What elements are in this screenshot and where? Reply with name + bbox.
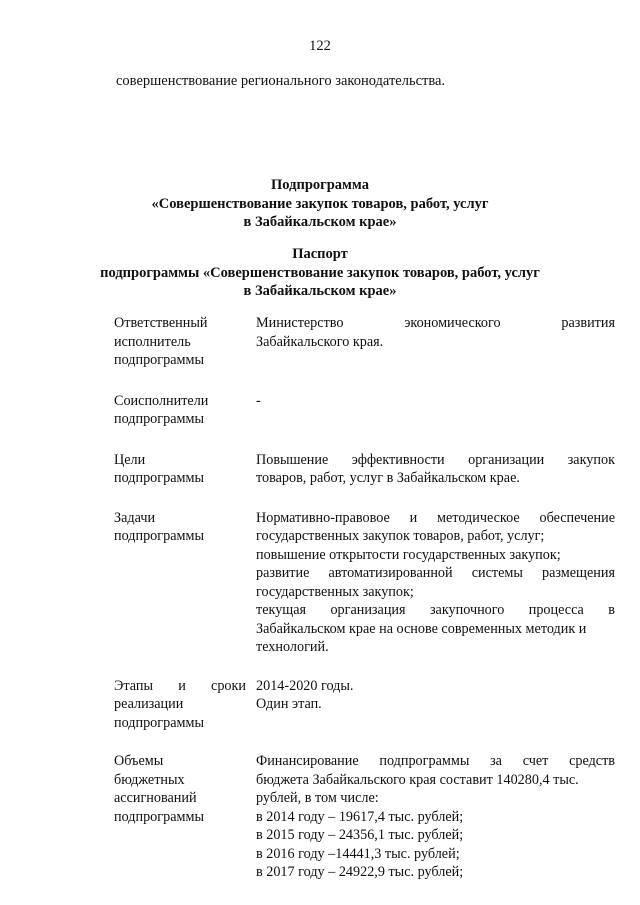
tasks-word: методическое	[437, 509, 520, 526]
tasks-value-line-8: технологий.	[256, 639, 329, 655]
goals-value-line-1	[256, 451, 615, 470]
tasks-value-line-4	[256, 564, 615, 583]
goals-word: закупок	[567, 451, 615, 468]
tasks-value-line-2: государственных закупок товаров, работ, услуг;	[256, 528, 545, 544]
funding-label-line: бюджетных	[114, 771, 185, 788]
funding-word: подпрограммы	[379, 753, 470, 769]
coexecutors-value	[256, 392, 615, 411]
passport-row-executor	[114, 314, 615, 370]
funding-value-line-2: бюджета Забайкальского края составит 140280,4 тыс.	[256, 771, 579, 788]
executor-value-line-2: Забайкальского края.	[256, 333, 384, 350]
goals-value-line-2: товаров, работ, услуг в Забайкальском крае.	[256, 470, 520, 486]
executor-label-line: подпрограммы	[114, 352, 204, 368]
funding-word: счет	[522, 753, 549, 769]
funding-word: Финансирование	[256, 753, 359, 769]
funding-value-line-1	[256, 752, 615, 771]
tasks-label	[114, 509, 246, 546]
passport-row-goals	[114, 451, 615, 488]
tasks-word: системы	[471, 565, 523, 581]
tasks-word: процесса	[528, 602, 584, 618]
goals-label	[114, 451, 246, 488]
coexecutors-value-text: -	[256, 392, 261, 409]
tasks-value-line-6	[256, 601, 615, 620]
tasks-value	[256, 509, 615, 657]
executor-word: экономического	[404, 315, 501, 331]
goals-word: эффективности	[351, 451, 445, 468]
funding-label-line: Объемы	[114, 753, 164, 769]
tasks-word: размещения	[541, 565, 615, 581]
subprogram-heading-line-1: Подпрограмма	[271, 177, 369, 193]
stages-label	[114, 677, 246, 733]
subprogram-heading-line-3: в Забайкальском крае»	[243, 214, 397, 230]
stages-value	[256, 677, 615, 714]
funding-year-line: в 2016 году –14441,3 тыс. рублей;	[256, 845, 460, 862]
tasks-label-line: Задачи	[114, 509, 156, 526]
executor-label-line: Ответственный	[114, 315, 208, 331]
tasks-word: развитие	[256, 565, 310, 581]
subprogram-heading-line-2: «Совершенствование закупок товаров, работ, услуг	[151, 195, 489, 212]
coexecutors-label-line: Соисполнители	[114, 392, 209, 409]
executor-label-line: исполнитель	[114, 333, 191, 350]
passport-row-stages	[114, 677, 615, 733]
funding-value	[256, 752, 615, 882]
tasks-word: автоматизированной	[328, 565, 453, 581]
passport-row-funding	[114, 752, 615, 882]
executor-word: Министерство	[256, 315, 344, 331]
stages-label-word: и	[178, 677, 186, 694]
tasks-value-line-5: государственных закупок;	[256, 583, 414, 600]
tasks-value-line-3: повышение открытости государственных закупок;	[256, 546, 561, 563]
goals-label-line: Цели	[114, 451, 146, 468]
goals-word: организации	[468, 451, 545, 468]
funding-year-line: в 2017 году – 24922,9 тыс. рублей;	[256, 864, 464, 880]
passport-heading-line-1: Паспорт	[292, 246, 348, 262]
executor-value-line-1	[256, 314, 615, 333]
subprogram-heading	[90, 176, 550, 232]
executor-label	[114, 314, 246, 370]
coexecutors-label	[114, 392, 246, 429]
passport-heading	[90, 245, 550, 301]
page-number: 122	[309, 38, 331, 54]
funding-year-line: в 2014 году – 19617,4 тыс. рублей;	[256, 808, 464, 825]
tasks-word: организация	[330, 602, 406, 618]
passport-heading-line-3: в Забайкальском крае»	[243, 283, 397, 299]
tasks-word: обеспечение	[539, 509, 615, 526]
stages-label-word: Этапы	[114, 677, 153, 694]
stages-label-line-2: реализации	[114, 696, 184, 712]
executor-word: развития	[561, 315, 615, 331]
stages-label-line-3: подпрограммы	[114, 714, 204, 731]
stages-value-line-2: Один этап.	[256, 696, 322, 712]
funding-label-line: ассигнований	[114, 790, 197, 806]
funding-word: средств	[569, 753, 615, 769]
stages-value-line-1: 2014-2020 годы.	[256, 677, 354, 694]
tasks-word: закупочного	[429, 602, 505, 618]
passport-heading-line-2: подпрограммы «Совершенствование закупок товаров, работ, услуг	[100, 264, 540, 281]
stages-label-word: сроки	[211, 677, 246, 694]
funding-label-line: подпрограммы	[114, 808, 204, 825]
stages-label-line-1	[114, 677, 246, 696]
tasks-value-line-7: Забайкальском крае на основе современных методик и	[256, 620, 587, 637]
tasks-word: и	[409, 509, 418, 526]
tasks-label-line: подпрограммы	[114, 528, 204, 544]
passport-row-tasks	[114, 509, 615, 657]
passport-row-coexecutors	[114, 392, 615, 429]
tasks-value-line-1	[256, 509, 615, 528]
goals-value	[256, 451, 615, 488]
executor-value	[256, 314, 615, 351]
funding-year-line: в 2015 году – 24356,1 тыс. рублей;	[256, 827, 464, 843]
tasks-word: Нормативно-правовое	[256, 509, 390, 526]
funding-word: за	[490, 753, 502, 769]
funding-value-line-3: рублей, в том числе:	[256, 790, 379, 806]
goals-label-line: подпрограммы	[114, 470, 204, 486]
funding-label	[114, 752, 246, 826]
coexecutors-label-line: подпрограммы	[114, 411, 204, 427]
intro-text-line: совершенствование регионального законодательства.	[116, 73, 446, 89]
tasks-word: в	[608, 602, 615, 618]
goals-word: Повышение	[256, 451, 329, 468]
tasks-word: текущая	[256, 602, 307, 618]
passport-table	[114, 314, 615, 882]
